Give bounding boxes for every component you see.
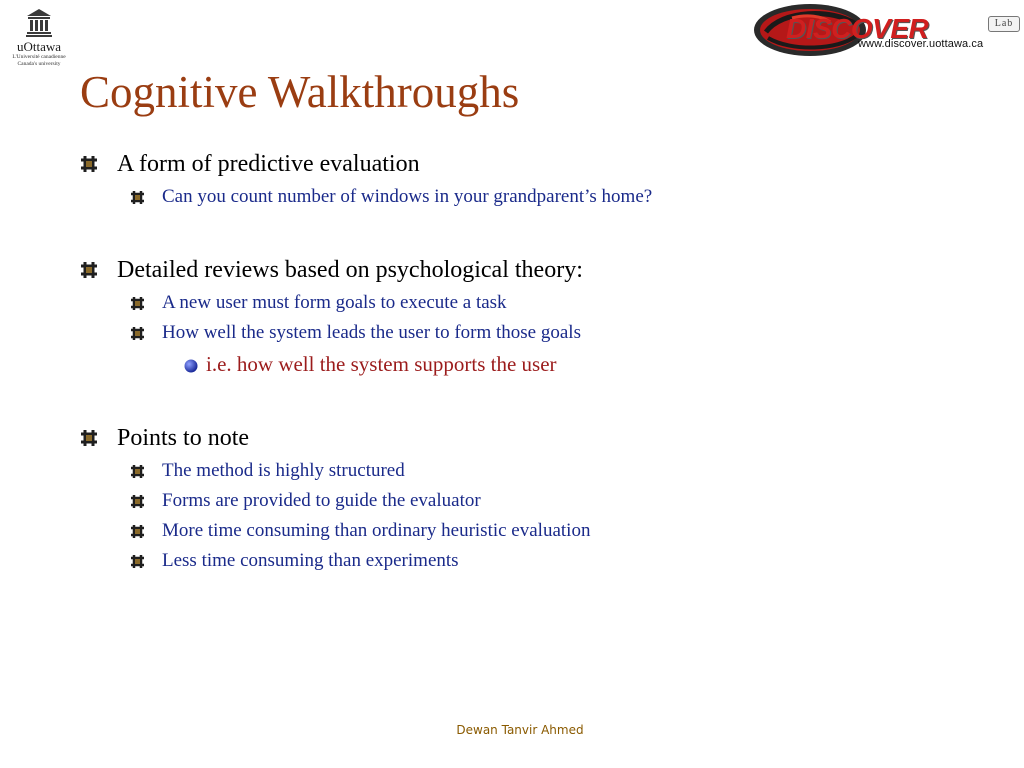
uottawa-name: uOttawa	[16, 39, 62, 54]
hash-bullet-icon	[130, 494, 145, 509]
bullet-text: A new user must form goals to execute a task	[162, 292, 507, 313]
discover-url: www.discover.uottawa.ca	[858, 38, 984, 50]
bullet-text: Forms are provided to guide the evaluator	[162, 490, 481, 511]
bullet-text: Less time consuming than experiments	[162, 550, 459, 571]
hash-bullet-icon	[130, 524, 145, 539]
hash-bullet-icon	[80, 429, 98, 447]
footer-author: Dewan Tanvir Ahmed	[456, 723, 584, 737]
bullet-text: i.e. how well the system supports the user	[206, 352, 557, 376]
section-heading: Points to note	[117, 425, 250, 451]
bullet-text: More time consuming than ordinary heuristic evaluation	[162, 520, 591, 541]
section-heading: Detailed reviews based on psychological theory:	[117, 257, 583, 283]
bullet-text: The method is highly structured	[162, 460, 405, 481]
sphere-bullet-icon	[184, 359, 198, 373]
discover-lab-badge: Lab	[988, 16, 1020, 32]
uottawa-subtitle-2: Canada's university	[17, 61, 61, 67]
bullet-text: How well the system leads the user to form those goals	[162, 322, 581, 343]
building-icon	[25, 8, 53, 38]
hash-bullet-icon	[130, 326, 145, 341]
hash-bullet-icon	[130, 464, 145, 479]
uottawa-subtitle-1: L'Université canadienne	[12, 54, 66, 60]
hash-bullet-icon	[130, 296, 145, 311]
discover-word: DISCOVER	[786, 13, 929, 44]
hash-bullet-icon	[80, 155, 98, 173]
uottawa-logo	[8, 8, 70, 68]
slide-title: Cognitive Walkthroughs	[80, 67, 520, 117]
discover-lab-logo	[752, 2, 1020, 60]
hash-bullet-icon	[80, 261, 98, 279]
section-heading: A form of predictive evaluation	[117, 151, 420, 177]
hash-bullet-icon	[130, 554, 145, 569]
bullet-text: Can you count number of windows in your grandparent’s home?	[162, 186, 653, 207]
hash-bullet-icon	[130, 190, 145, 205]
